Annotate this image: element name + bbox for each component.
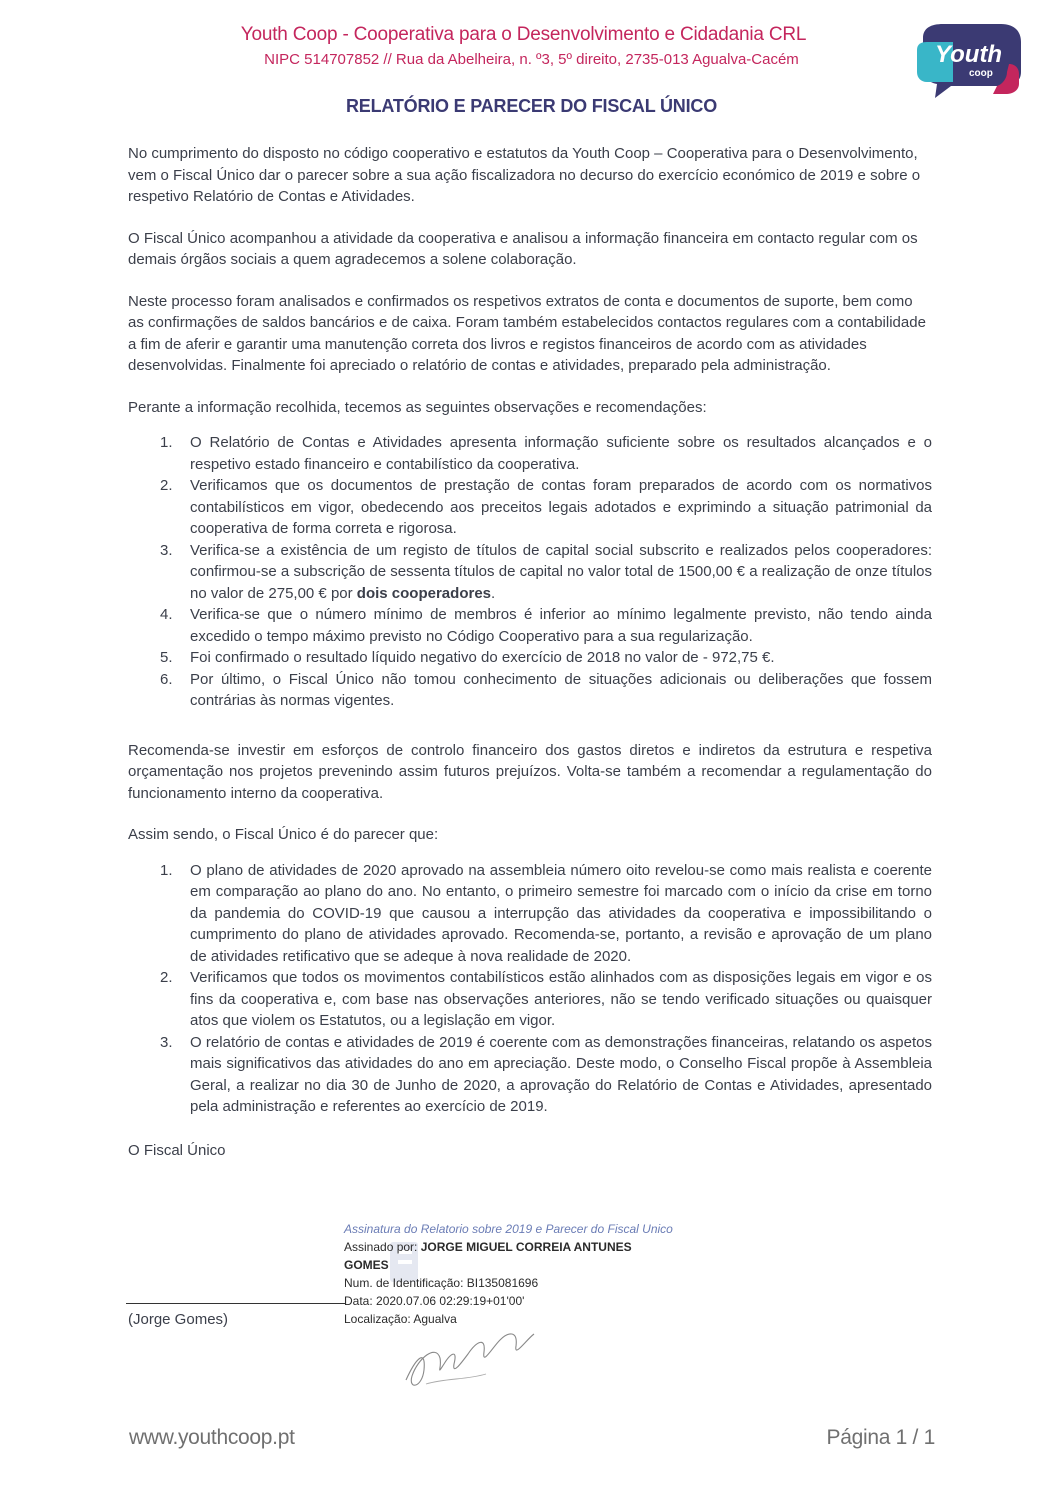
list-item: 3. O relatório de contas e atividades de 2019 é coerente com as demonstrações financeiras, relatando os aspetos mais significativos das atividades do ano em apreciação. Deste modo, o Conselho Fiscal propõe à Assembleia Geral, a realizar no dia 30 de Junho de 2020, a aprovação do Relatório de Contas e Atividades, apresentado pela administração e referentes ao exercício de 2019. bbox=[160, 1033, 932, 1115]
youth-coop-logo bbox=[913, 20, 1025, 100]
list-item: 6. Por último, o Fiscal Único não tomou conhecimento de situações adicionais ou deliberações que fossem contrárias às normas vigentes. bbox=[160, 670, 932, 709]
recommendation-paragraph: Recomenda-se investir em esforços de controlo financeiro dos gastos diretos e indiretos da estrutura e respetiva orçamentação nos projetos prevenindo assim futuros prejuízos. Volta-se também a recomendar a regulamentação do funcionamento interno da cooperativa. bbox=[128, 741, 932, 802]
logo-text-sub: coop bbox=[969, 68, 993, 79]
process-paragraph: Neste processo foram analisados e confirmados os respetivos extratos de conta e documentos de suporte, bem como as confirmações de saldos bancários e de caixa. Foram também estabelecidos contactos regulares com a contabilidade a fim de aferir e garantir uma manutenção correta dos livros e registos financeiros de acordo com as atividades desenvolvidas. Finalmente foi apreciado o relatório de contas e atividades, preparado pela administração. bbox=[128, 292, 926, 374]
signature-caption: Assinatura do Relatorio sobre 2019 e Parecer do Fiscal Unico bbox=[344, 1222, 673, 1236]
document-title: RELATÓRIO E PARECER DO FISCAL ÚNICO bbox=[345, 96, 718, 116]
observations-intro: Perante a informação recolhida, tecemos as seguintes observações e recomendações: bbox=[128, 398, 707, 416]
digital-signature bbox=[344, 1220, 674, 1328]
handwritten-signature bbox=[396, 1318, 556, 1398]
signed-by-name: JORGE MIGUEL CORREIA ANTUNES GOMES bbox=[344, 1240, 632, 1272]
list-item: 1. O plano de atividades de 2020 aprovado na assembleia número oito revelou-se como mais realista e coerente em comparação ao plano do ano. No entanto, o primeiro semestre foi marcado com o início da crise em torno da pandemia do COVID-19 que causou a interrupção das atividades da cooperativa e impossibilitando o cumprimento do plano de atividades aprovado. Recomenda-se, portanto, a revisão e aprovação de um plano de atividades retificativo que se adeque à nova realidade de 2020. bbox=[160, 861, 932, 965]
list-item: 5. Foi confirmado o resultado líquido negativo do exercício de 2018 no valor de - 972,75 €. bbox=[160, 649, 775, 666]
signature-id: Num. de Identificação: BI135081696 bbox=[344, 1276, 539, 1290]
list-item: 2. Verificamos que os documentos de prestação de contas foram preparados de acordo com os normativos contabilísticos em vigor, obedecendo aos preceitos legais adotados e exprimindo a situação patrimonial da cooperativa de forma correta e rigorosa. bbox=[160, 477, 932, 537]
opinions-list bbox=[128, 860, 932, 1118]
signature-location: Localização: Agualva bbox=[344, 1312, 457, 1326]
list-item: 1. O Relatório de Contas e Atividades apresenta informação suficiente sobre os resultados alcançados e o respetivo estado financeiro e contabilístico da cooperativa. bbox=[160, 434, 932, 473]
footer-page-number: Página 1 / 1 bbox=[826, 1426, 935, 1449]
intro-paragraph: No cumprimento do disposto no código cooperativo e estatutos da Youth Coop – Cooperativa para o Desenvolvimento, vem o Fiscal Único dar o parecer sobre a sua ação fiscalizadora no decurso do exercício económico de 2019 e sobre o respetivo Relatório de Contas e Atividades. bbox=[128, 145, 921, 205]
closing-text: O Fiscal Único bbox=[128, 1141, 226, 1159]
signed-by-label: Assinado por: bbox=[344, 1240, 418, 1254]
bold-emphasis: dois cooperadores bbox=[356, 584, 491, 602]
signature-line bbox=[126, 1303, 346, 1304]
list-item: 2. Verificamos que todos os movimentos contabilísticos estão alinhados com as disposições legais em vigor e os fins da cooperativa e, com base nas observações anteriores, não se tendo verificado situações ou quaisquer atos que violem os Estatutos, ou a legislação em vigor. bbox=[160, 969, 932, 1029]
document-header bbox=[0, 24, 1059, 68]
monitoring-paragraph: O Fiscal Único acompanhou a atividade da cooperativa e analisou a informação financeira em contacto regular com os demais órgãos sociais a quem agradecemos a solene colaboração. bbox=[128, 229, 918, 268]
signed-by bbox=[344, 1238, 674, 1274]
signature-date: Data: 2020.07.06 02:29:19+01'00' bbox=[344, 1294, 525, 1308]
opinion-intro: Assim sendo, o Fiscal Único é do parecer que: bbox=[128, 826, 439, 843]
list-item: 4. Verifica-se que o número mínimo de membros é inferior ao mínimo legalmente previsto, não tendo ainda excedido o tempo máximo previsto no Código Cooperativo para a sua regularização. bbox=[160, 606, 932, 645]
observations-list bbox=[128, 432, 932, 712]
signer-name: (Jorge Gomes) bbox=[128, 1311, 229, 1328]
organization-address: NIPC 514707852 // Rua da Abelheira, n. º3, 5º direito, 2735-013 Agualva-Cacém bbox=[264, 51, 799, 68]
organization-name: Youth Coop - Cooperativa para o Desenvolvimento e Cidadania CRL bbox=[240, 24, 807, 45]
list-item: 3. Verifica-se a existência de um registo de títulos de capital social subscrito e realizados pelos cooperadores: confirmou-se a subscrição de sessenta títulos de capital no valor total de 1500,00 € a realização de onze títulos no valor de 275,00 € por dois cooperadores. bbox=[160, 541, 932, 602]
document-body bbox=[128, 143, 932, 1181]
logo-text-main: Youth bbox=[935, 41, 1003, 68]
footer-website-link[interactable]: www.youthcoop.pt bbox=[129, 1426, 295, 1449]
